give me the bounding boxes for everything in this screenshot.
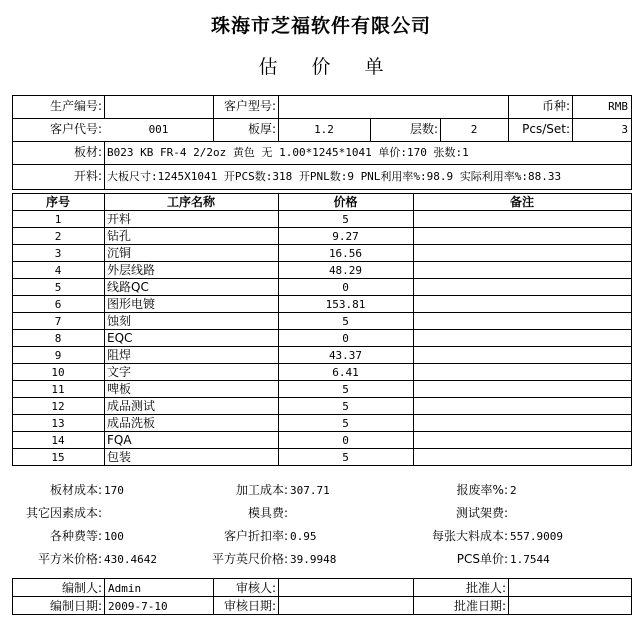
row-no: 11: [51, 383, 65, 396]
edit-date-label: 编制日期:: [49, 599, 102, 613]
scrap-rate-value: 2: [510, 484, 517, 497]
table-header-2: 价格: [333, 195, 358, 209]
misc-fee-label: 各种费等:: [49, 529, 102, 543]
other-cost-label: 其它因素成本:: [25, 506, 102, 520]
row-price: 5: [342, 400, 349, 413]
row-no: 5: [54, 281, 62, 294]
sqm-price-label: 平方米价格:: [37, 552, 102, 566]
pcs-per-set-label: Pcs/Set:: [522, 122, 570, 136]
row-price: 0: [342, 434, 349, 447]
customer-code-value: 001: [148, 123, 169, 136]
table-header-3: 备注: [509, 195, 534, 209]
document-title: 估 价 单: [258, 56, 398, 78]
row-no: 13: [51, 417, 65, 430]
grid-line: [631, 193, 632, 465]
company-name: 珠海市芝福软件有限公司: [210, 15, 431, 37]
material-value: B023 KB FR-4 2/2oz 黄色 无 1.00*1245*1041 单价:170 张数:1: [107, 146, 469, 159]
row-process-name: 钻孔: [107, 229, 132, 243]
row-no: 14: [51, 434, 65, 447]
header-row-line: [12, 189, 632, 190]
header-right-border: [631, 95, 632, 189]
reviewer-label: 审核人:: [235, 581, 276, 595]
row-process-name: 包装: [107, 450, 132, 464]
row-no: 6: [54, 298, 62, 311]
grid-line: [631, 578, 632, 614]
row-process-name: 沉铜: [107, 246, 132, 260]
table-header-1: 工序名称: [166, 195, 215, 209]
sqft-price-value: 39.9948: [290, 553, 337, 566]
review-date-label: 审核日期:: [223, 599, 276, 613]
header-left-border: [12, 95, 13, 189]
grid-line: [104, 578, 105, 614]
row-price: 6.41: [332, 366, 359, 379]
editor-value: Admin: [108, 582, 142, 595]
grid-line: [104, 95, 105, 118]
header-row-line: [12, 95, 632, 96]
header-row-line: [12, 141, 632, 142]
thickness-value: 1.2: [314, 123, 334, 136]
material-cost-value: 170: [104, 484, 124, 497]
process-cost-value: 307.71: [290, 484, 330, 497]
row-price: 5: [342, 417, 349, 430]
grid-line: [104, 193, 105, 465]
header-row-line: [12, 118, 632, 119]
row-no: 12: [51, 400, 65, 413]
row-no: 2: [54, 230, 62, 243]
row-no: 15: [51, 451, 65, 464]
misc-fee-value: 100: [104, 530, 124, 543]
edit-date-value: 2009-7-10: [108, 600, 168, 613]
cutting-label: 开料:: [73, 169, 102, 183]
row-no: 10: [51, 366, 65, 379]
grid-line: [572, 95, 573, 141]
pcs-price-label: PCS单价:: [456, 552, 508, 566]
per-sheet-cost-value: 557.9009: [510, 530, 563, 543]
row-process-name: FQA: [107, 433, 132, 447]
row-price: 48.29: [328, 264, 363, 277]
row-process-name: 外层线路: [107, 263, 156, 277]
row-process-name: 成品洗板: [107, 416, 156, 430]
discount-value: 0.95: [290, 530, 317, 543]
grid-line: [508, 95, 509, 141]
grid-line: [508, 578, 509, 614]
process-cost-label: 加工成本:: [235, 483, 288, 497]
row-process-name: 阻焊: [107, 348, 132, 362]
row-process-name: 蚀刻: [107, 314, 132, 328]
cutting-value: 大板尺寸:1245X1041 开PCS数:318 开PNL数:9 PNL利用率%:98.9 实际利用率%:88.33: [107, 170, 562, 183]
row-process-name: 图形电镀: [107, 297, 156, 311]
table-row-line: [12, 210, 632, 211]
approver-label: 批准人:: [465, 581, 506, 595]
material-cost-label: 板材成本:: [49, 483, 102, 497]
sqm-price-value: 430.4642: [104, 553, 157, 566]
material-label: 板材:: [73, 145, 102, 159]
row-price: 9.27: [332, 230, 359, 243]
row-process-name: 线路QC: [107, 280, 149, 294]
editor-label: 编制人:: [61, 581, 102, 595]
row-price: 5: [342, 315, 349, 328]
grid-line: [104, 141, 105, 189]
row-price: 5: [342, 383, 349, 396]
grid-line: [413, 578, 414, 614]
production-no-label: 生产编号:: [49, 99, 102, 113]
row-price: 16.56: [328, 247, 363, 260]
row-no: 3: [54, 247, 62, 260]
per-sheet-cost-label: 每张大料成本:: [431, 529, 508, 543]
row-no: 9: [54, 349, 62, 362]
sqft-price-label: 平方英尺价格:: [211, 552, 288, 566]
grid-line: [278, 578, 279, 614]
row-price: 43.37: [328, 349, 363, 362]
row-no: 4: [54, 264, 62, 277]
row-process-name: EQC: [107, 331, 133, 345]
row-process-name: 文字: [107, 365, 132, 379]
grid-line: [12, 614, 632, 615]
pcs-price-value: 1.7544: [510, 553, 550, 566]
grid-line: [12, 578, 632, 579]
grid-line: [413, 193, 414, 465]
test-rack-fee-label: 测试架费:: [455, 506, 508, 520]
row-no: 8: [54, 332, 62, 345]
row-price: 0: [342, 332, 349, 345]
grid-line: [370, 118, 371, 141]
approve-date-label: 批准日期:: [453, 599, 506, 613]
row-price: 0: [342, 281, 349, 294]
header-row-line: [12, 164, 632, 165]
row-process-name: 成品测试: [107, 399, 156, 413]
grid-line: [12, 596, 632, 597]
row-no: 7: [54, 315, 62, 328]
scrap-rate-label: 报废率%:: [456, 483, 508, 497]
row-process-name: 啤板: [107, 382, 132, 396]
mold-fee-label: 模具费:: [247, 506, 288, 520]
layers-value: 2: [470, 123, 478, 136]
currency-label: 币种:: [541, 99, 570, 113]
row-price: 5: [342, 213, 349, 226]
row-price: 5: [342, 451, 349, 464]
thickness-label: 板厚:: [247, 122, 276, 136]
table-header-0: 序号: [45, 195, 70, 209]
row-process-name: 开料: [107, 212, 132, 226]
customer-code-label: 客户代号:: [49, 122, 102, 136]
customer-model-label: 客户型号:: [223, 99, 276, 113]
layers-label: 层数:: [409, 122, 438, 136]
row-no: 1: [54, 213, 62, 226]
grid-line: [12, 578, 13, 614]
pcs-per-set-value: 3: [621, 123, 628, 136]
currency-value: RMB: [608, 100, 628, 113]
discount-label: 客户折扣率:: [223, 529, 288, 543]
row-price: 153.81: [325, 298, 366, 311]
